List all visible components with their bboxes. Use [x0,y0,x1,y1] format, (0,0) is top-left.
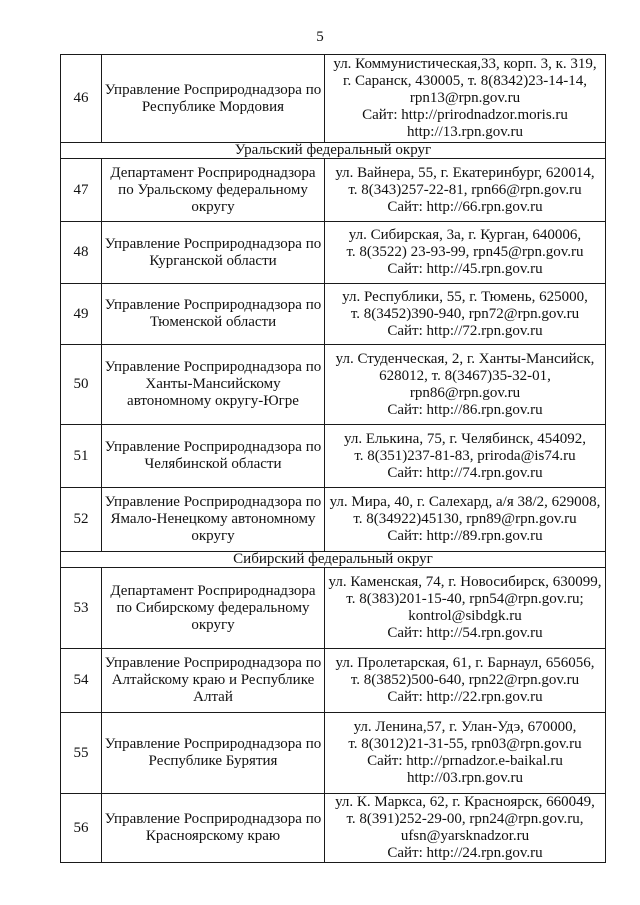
organization-name [102,488,325,552]
organization-name [102,284,325,345]
contact-address-line: т. 8(3452)390-940, rpn72@rpn.gov.ru [350,305,580,322]
office-row [61,345,606,425]
office-row [61,488,606,552]
registry-body [61,55,606,863]
contact-address [325,159,606,222]
organization-name-line: Республике Мордовия [141,98,285,115]
organization-name [102,568,325,649]
organization-name [102,713,325,794]
contact-address-line: ул. Пролетарская, 61, г. Барнаул, 656056, [335,655,595,671]
office-row [61,649,606,713]
organization-name-line: Тюменской области [149,314,277,330]
contact-address-line: ул. Студенческая, 2, г. Ханты-Мансийск, [335,350,595,367]
organization-name [102,425,325,488]
row-number: 56 [61,794,102,863]
contact-address-line: т. 8(3522) 23-93-99, rpn45@rpn.gov.ru [346,244,584,260]
organization-name-line: Республике Бурятия [148,753,278,769]
contact-address-line: ул. Елькина, 75, г. Челябинск, 454092, [344,430,586,447]
contact-address [325,794,606,863]
contact-address-line: Сайт: http://22.rpn.gov.ru [387,689,543,705]
contact-address-line: rpn13@rpn.gov.ru [409,90,521,106]
office-row [61,159,606,222]
organization-name [102,55,325,143]
contact-address-line: Сайт: http://89.rpn.gov.ru [387,528,543,544]
contact-address-line: http://13.rpn.gov.ru [406,124,524,140]
contact-address-line: ул. Республики, 55, г. Тюмень, 625000, [342,288,588,305]
district-section-title: Уральский федеральный округ [61,143,606,159]
organization-name [102,345,325,425]
organization-name-line: Управление Росприроднадзора по [104,359,322,375]
organization-name-line: автономному округу-Югре [127,393,299,409]
organization-name-line: по Сибирскому федеральному [116,599,310,616]
page-number: 5 [316,29,324,45]
contact-address [325,568,606,649]
organization-name-line: по Уральскому федеральному [118,181,308,198]
contact-address-line: ул. Вайнера, 55, г. Екатеринбург, 620014, [335,164,595,181]
office-row [61,425,606,488]
organization-name-line: Управление Росприроднадзора по [104,297,322,313]
row-number: 46 [61,55,102,143]
organization-name-line: Департамент Росприроднадзора [110,582,316,599]
organization-name-line: Управление Росприроднадзора по [104,494,322,510]
organization-name-line: Департамент Росприроднадзора [110,164,316,181]
organization-name-line: Ханты-Мансийскому [145,376,281,392]
row-number: 48 [61,222,102,284]
office-row [61,284,606,345]
contact-address-line: ул. К. Маркса, 62, г. Красноярск, 660049, [335,794,595,810]
organization-name-line: Управление Росприроднадзора по [104,235,322,252]
district-section-row [61,143,606,159]
contact-address-line: т. 8(3012)21-31-55, rpn03@rpn.gov.ru [348,736,582,752]
contact-address-line: http://03.rpn.gov.ru [406,770,524,786]
organization-name-line: Управление Росприроднадзора по [104,811,322,827]
contact-address-line: Сайт: http://prirodnadzor.moris.ru [362,107,568,123]
office-row [61,222,606,284]
organization-name-line: Управление Росприроднадзора по [104,439,322,455]
organization-name-line: округу [191,528,235,544]
office-row [61,794,606,863]
organization-name [102,222,325,284]
contact-address-line: ул. Коммунистическая,33, корп. 3, к. 319, [333,56,597,72]
organization-name-line: округу [191,198,235,215]
contact-address [325,222,606,284]
contact-address-line: т. 8(391)252-29-00, rpn24@rpn.gov.ru, [346,811,584,827]
row-number: 49 [61,284,102,345]
organization-name [102,794,325,863]
contact-address-line: т. 8(3852)500-640, rpn22@rpn.gov.ru [350,672,580,688]
contact-address-line: т. 8(383)201-15-40, rpn54@rpn.gov.ru; [346,591,584,607]
contact-address-line: т. 8(343)257-22-81, rpn66@rpn.gov.ru [348,181,582,198]
contact-address [325,425,606,488]
office-row [61,55,606,143]
contact-address [325,345,606,425]
organization-name-line: Управление Росприроднадзора по [104,81,322,98]
row-number: 54 [61,649,102,713]
organization-name-line: Алтай [193,689,233,705]
organization-name [102,649,325,713]
contact-address-line: ул. Сибирская, 3а, г. Курган, 640006, [348,227,582,243]
district-section-title: Сибирский федеральный округ [61,552,606,568]
office-row [61,568,606,649]
organization-name-line: Управление Росприроднадзора по [104,655,322,671]
organization-name-line: Красноярскому краю [145,828,281,844]
organization-name [102,159,325,222]
contact-address-line: ул. Ленина,57, г. Улан-Удэ, 670000, [353,719,577,735]
organization-name-line: округу [191,616,235,633]
contact-address [325,488,606,552]
contact-address-line: Сайт: http://45.rpn.gov.ru [387,261,543,277]
row-number: 55 [61,713,102,794]
organization-name-line: Алтайскому краю и Республике [111,672,315,688]
contact-address-line: rpn86@rpn.gov.ru [409,384,521,401]
contact-address-line: т. 8(34922)45130, rpn89@rpn.gov.ru [353,511,577,527]
contact-address-line: ул. Мира, 40, г. Салехард, а/я 38/2, 629008, [329,494,601,510]
office-row [61,713,606,794]
contact-address-line: Сайт: http://24.rpn.gov.ru [387,845,543,861]
contact-address-line: Сайт: http://72.rpn.gov.ru [387,322,543,339]
contact-address-line: Сайт: http://66.rpn.gov.ru [387,198,543,215]
row-number: 47 [61,159,102,222]
contact-address-line: kontrol@sibdgk.ru [408,608,522,624]
contact-address-line: ufsn@yarsknadzor.ru [400,828,530,844]
contact-address [325,55,606,143]
row-number: 53 [61,568,102,649]
row-number: 51 [61,425,102,488]
organization-name-line: Управление Росприроднадзора по [104,736,322,752]
contact-address-line: Сайт: http://54.rpn.gov.ru [387,625,543,641]
contact-address-line: ул. Каменская, 74, г. Новосибирск, 630099, [328,574,602,590]
district-section-row [61,552,606,568]
contact-address-line: Сайт: http://74.rpn.gov.ru [387,464,543,481]
contact-address-line: т. 8(351)237-81-83, priroda@is74.ru [354,447,576,464]
row-number: 50 [61,345,102,425]
organization-name-line: Челябинской области [144,456,282,472]
organization-name-line: Курганской области [149,252,277,269]
contact-address-line: 628012, т. 8(3467)35-32-01, [379,367,551,384]
row-number: 52 [61,488,102,552]
organization-name-line: Ямало-Ненецкому автономному [110,511,316,527]
contact-address-line: Сайт: http://86.rpn.gov.ru [387,401,543,418]
contact-address-line: Сайт: http://prnadzor.e-baikal.ru [367,753,563,769]
office-registry-table [60,54,606,863]
contact-address-line: г. Саранск, 430005, т. 8(8342)23-14-14, [343,73,587,89]
contact-address [325,713,606,794]
contact-address [325,649,606,713]
contact-address [325,284,606,345]
